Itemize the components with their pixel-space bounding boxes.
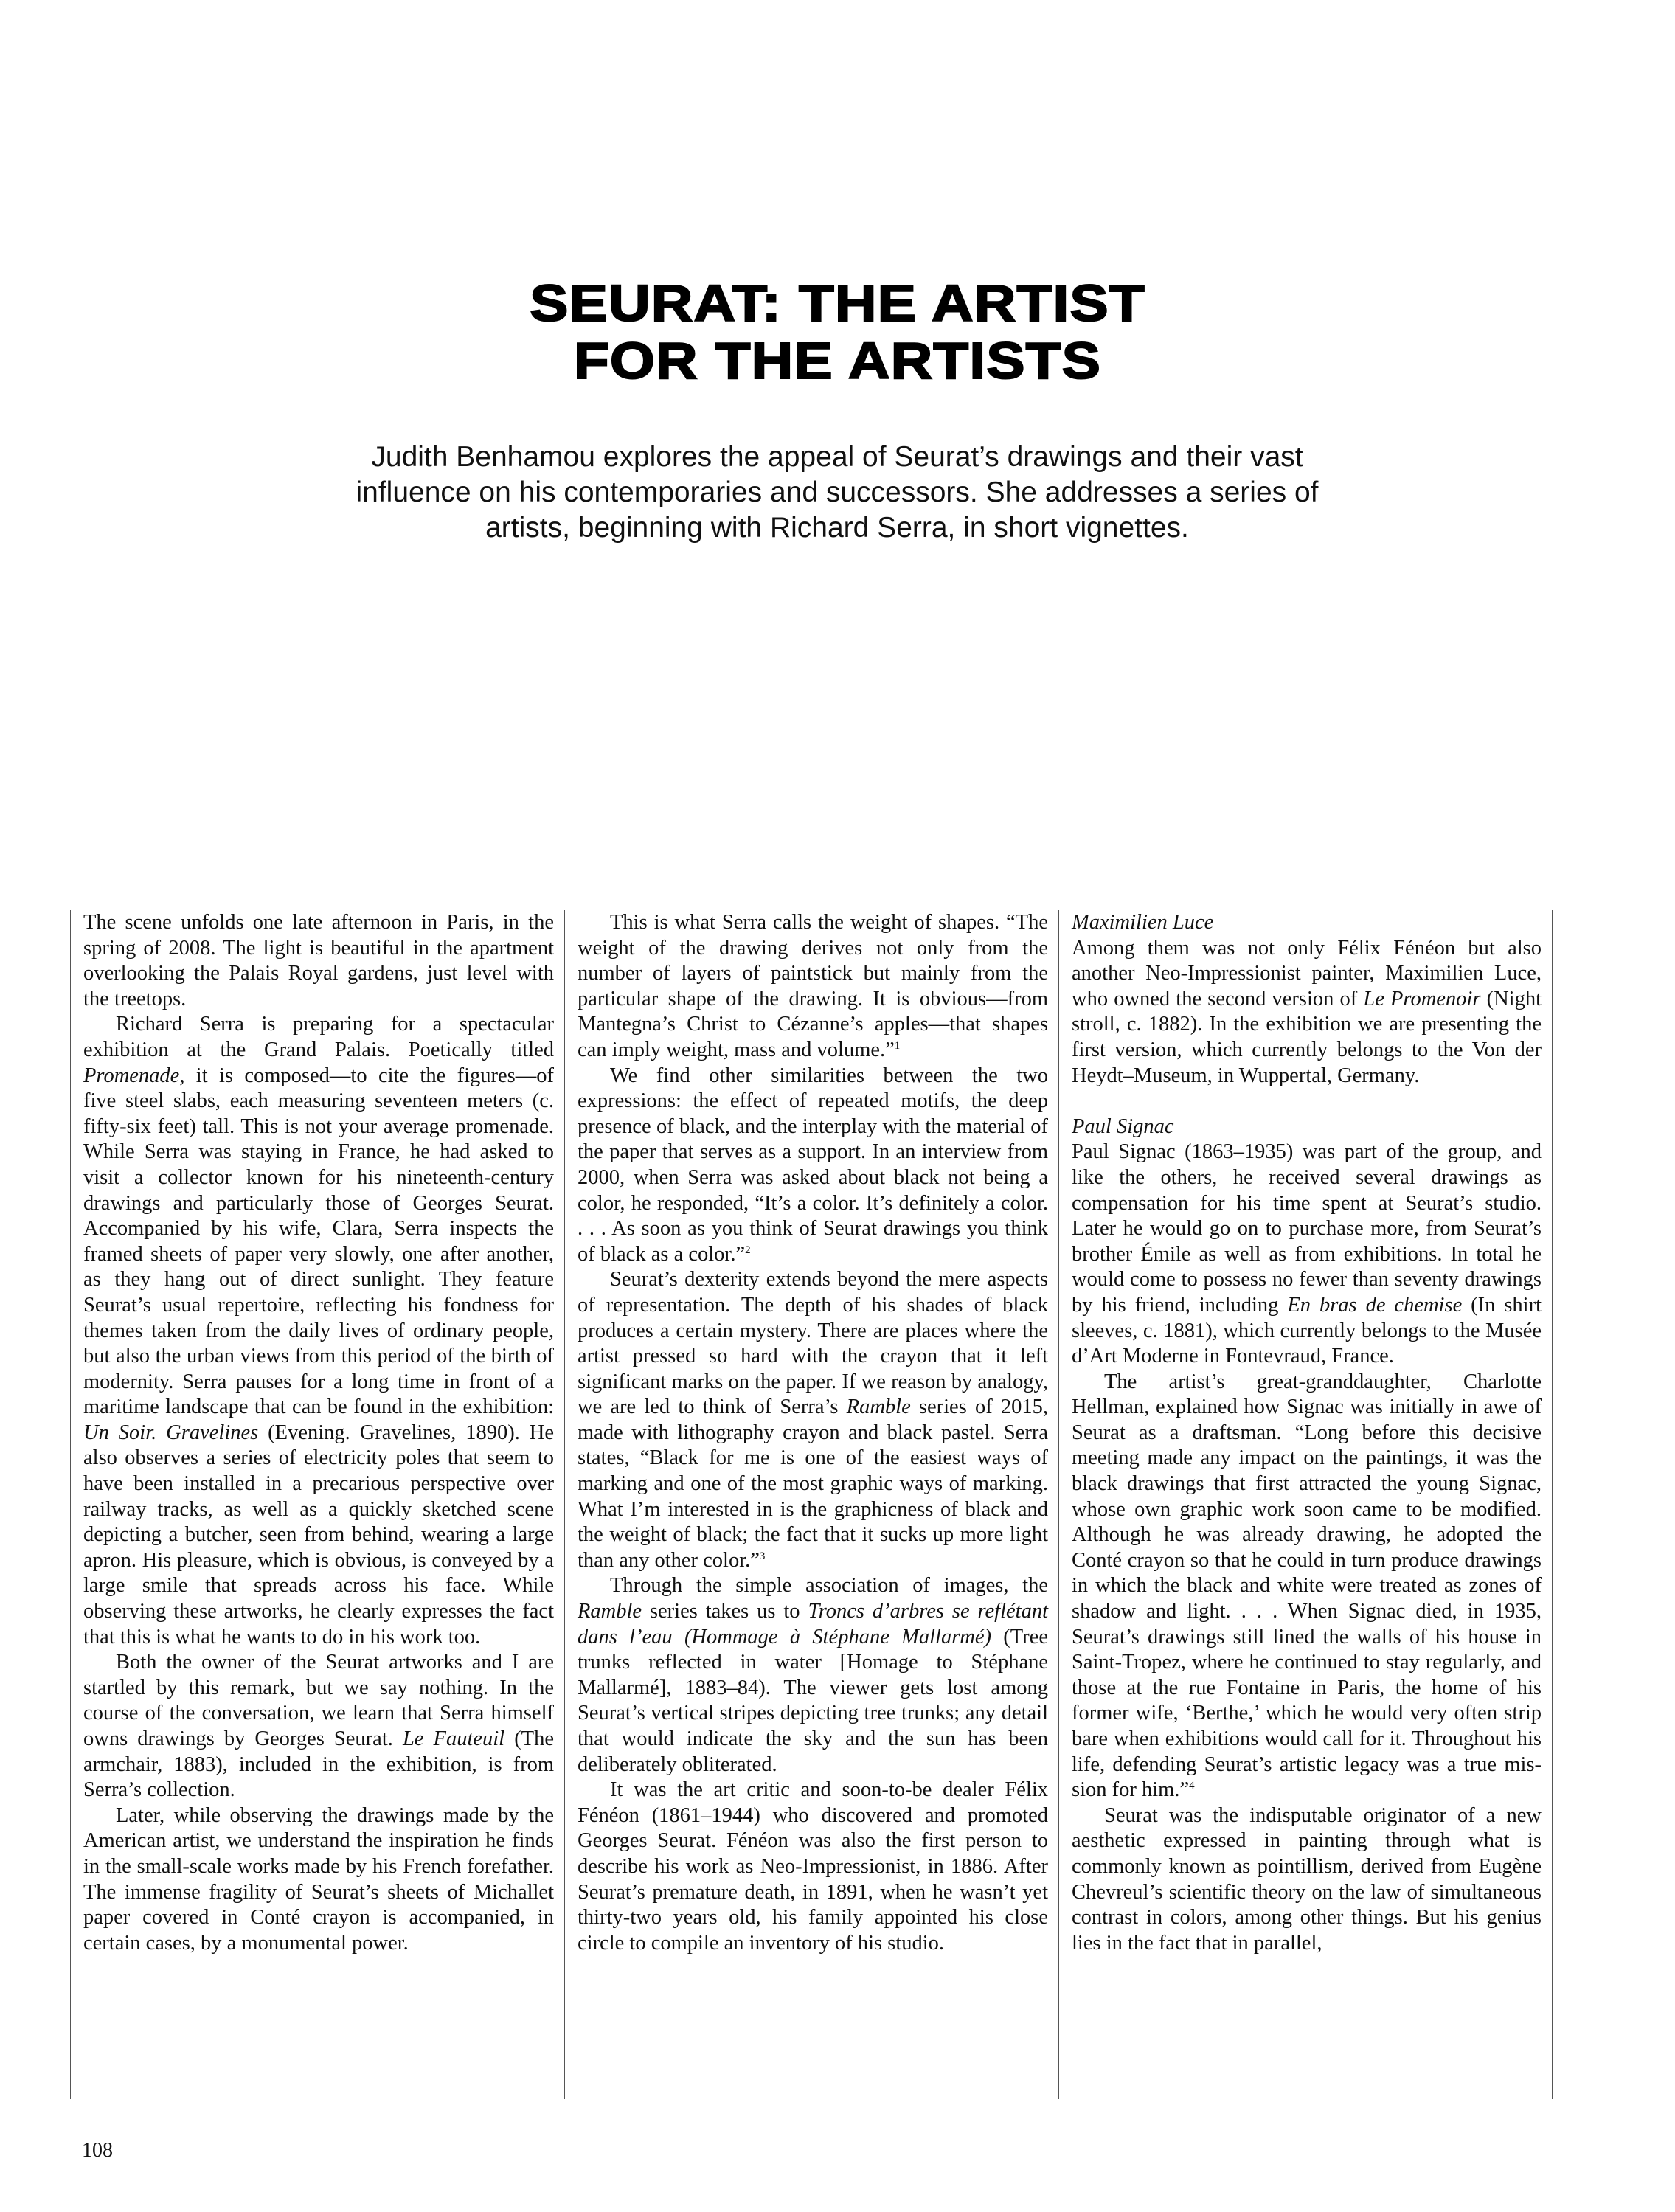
footnote-ref[interactable]: 1 (894, 1039, 901, 1052)
text-run: Among them was not only Félix Fénéon but also another Neo-Impressionist painter, Maximilien Luce, who owned the second version of (1072, 936, 1542, 1010)
paragraph: It was the art critic and soon-to-be dealer Félix Fénéon (1861–1944) who discovered and promoted Georges Seurat. Fénéon was also the first person to describe his work as Neo-Impressionist, in 1886. After Seurat’s premature death, in 1891, when he wasn’t yet thirty-two years old, his family appointed his close circle to compile an inventory of his studio. (578, 1778, 1048, 1955)
text-run: series takes us to (642, 1600, 808, 1623)
paragraph (578, 1573, 1048, 1778)
text-run: (The armchair, 1883), included in the exhibition, is from Serra’s collection. (83, 1727, 554, 1802)
article-title (0, 274, 1675, 389)
text-run: , it is composed—to cite the figures—of five steel slabs, each measuring seventeen meters (c. fifty-six feet) tall. This is not your average promenade. While Serra was staying in France, he had asked to visit a collector known for his nineteenth-century drawings and particularly those of Georges Seurat. Accompanied by his wife, Clara, Serra inspects the framed sheets of paper very slowly, one after another, as they hang out of direct sunlight. They feature Seurat’s usual repertoire, reflecting his fondness for themes taken from the daily lives of ordinary people, but also the urban views from this period of the birth of modernity. Serra pauses for a long time in front of a maritime landscape that can be found in the exhibition: (83, 1064, 554, 1419)
paragraph (578, 1064, 1048, 1268)
text-run: Seurat’s dexterity extends beyond the mere aspects of representation. The depth of his shades of black produces a certain mystery. There are places where the artist pressed so hard with the crayon that it left significant marks on the paper. If we reason by analogy, we are led to think of Serra’s (578, 1268, 1048, 1419)
section-spacer (1072, 1089, 1542, 1114)
text-run: (Night stroll, c. 1882). In the exhibition we are presenting the first version, which currently belongs to the Von der Heydt–Museum, in Wuppertal, Germany. (1072, 987, 1542, 1087)
section-heading-signac: Paul Signac (1072, 1114, 1174, 1138)
text-run: (Tree trunks reflected in water [Homage to Stéphane Mallarmé], 1883–84). The viewer gets lost among Seurat’s vertical stripes depicting tree trunks; any detail that would indicate the sky and the sun has been deliberately obliterated. (578, 1625, 1048, 1776)
paragraph: Seurat was the indisputable originator of a new aesthetic expressed in painting through what is commonly known as pointillism, derived from Eugène Chevreul’s scientific theory on the law of simultaneous contrast in colors, among other things. But his genius lies in the fact that in parallel, (1072, 1803, 1542, 1955)
text-run: The artist’s great-granddaughter, Charlotte Hellman, explained how Signac was initially in awe of Seurat as a draftsman. “Long before this decisive meeting made any impact on the paintings, it was the black drawings that first attracted the young Signac, whose own graphic work soon came to be modified. Although he was already drawing, he adopted the Conté crayon so that he could in turn produce drawings in which the black and white were treated as zones of shadow and light. . . . When Signac died, in 1935, Seurat’s drawings still lined the walls of his house in Saint-Tropez, where he continued to stay regularly, and those at the rue Fontaine in Paris, the home of his former wife, ‘Berthe,’ which he would very often strip bare when exhibitions would call for it. Throughout his life, defending Seurat’s artistic legacy was a true mission for him.” (1072, 1370, 1542, 1802)
article-deck: Judith Benhamou explores the appeal of Seurat’s drawings and their vast influence on his contemporaries and successors. She addresses a series of artists, beginning with Richard Serra, in short vignettes. (356, 441, 1319, 544)
text-run: Richard Serra is preparing for a spectacular exhibition at the Grand Palais. Poetically titled (83, 1013, 554, 1061)
paragraph (1072, 1370, 1542, 1803)
paragraph (1072, 936, 1542, 1089)
artwork-title: En bras de chemise (1287, 1293, 1463, 1317)
artwork-title: Promenade (83, 1064, 180, 1087)
text-run: series of 2015, made with lithography crayon and black pastel. Serra states, “Black for me is one of the easiest ways of marking and one of the most graphic ways of marking. What I’m interested in is the graphicness of black and the weight of black; the fact that it sucks up more light than any other color.” (578, 1395, 1048, 1572)
footnote-ref[interactable]: 3 (759, 1550, 766, 1562)
paragraph (83, 1012, 554, 1650)
artwork-title: Troncs d’arbres se reflétant dans l’eau (Hommage à Stéphane Mallarmé) (578, 1600, 1048, 1648)
paragraph (578, 1267, 1048, 1573)
section-heading-luce: Maximilien Luce (1072, 911, 1214, 934)
text-run: We find other similarities between the two expressions: the effect of repeated motifs, the deep presence of black, and the interplay with the material of the paper that serves as a support. In an interview from 2000, when Serra was asked about black not being a color, he responded, “It’s a color. It’s definitely a color. . . . As soon as you think of Seurat drawings you think of black as a color.” (578, 1064, 1048, 1266)
text-run: (In shirt sleeves, c. 1881), which currently belongs to the Musée d’Art Moderne in Fontevraud, France. (1072, 1293, 1542, 1368)
artwork-title: Un Soir. Gravelines (83, 1421, 259, 1444)
artwork-title: Le Fauteuil (402, 1727, 505, 1750)
article-title-line-1: SEURAT: THE ARTIST (530, 274, 1145, 332)
text-run: Through the simple association of images, the (610, 1574, 1048, 1598)
paragraph: The scene unfolds one late afternoon in Paris, in the spring of 2008. The light is beautiful in the apartment overlooking the Palais Royal gardens, just level with the treetops. (83, 911, 554, 1010)
text-run: Paul Signac (1863–1935) was part of the group, and like the others, he received several drawings as compensation for his time spent at Seurat’s studio. Later he would go on to purchase more, from Seurat’s brother Émile as well as from exhibitions. In total he would come to possess no fewer than seventy drawings by his friend, including (1072, 1140, 1542, 1317)
page-number: 108 (82, 2139, 113, 2162)
column-1 (70, 910, 564, 2099)
paragraph (1072, 1140, 1542, 1369)
footnote-ref[interactable]: 2 (745, 1244, 751, 1256)
paragraph: Later, while observing the drawings made by the American artist, we understand the inspiration he finds in the small-scale works made by his French forefather. The immense fragility of Seurat’s sheets of Michallet paper covered in Conté crayon is accompanied, in certain cases, by a monumental power. (83, 1803, 554, 1955)
column-3 (1058, 910, 1553, 2099)
text-run: Both the owner of the Seurat artworks and I are startled by this remark, but we say nothing. In the course of the conversation, we learn that Serra himself owns drawings by Georges Seurat. (83, 1651, 554, 1750)
artwork-title: Ramble (846, 1395, 911, 1419)
artwork-title: Le Promenoir (1363, 987, 1481, 1010)
body-columns (70, 910, 1555, 2099)
paragraph (83, 1650, 554, 1803)
artwork-title: Ramble (578, 1600, 642, 1623)
paragraph (578, 910, 1048, 1064)
column-2 (564, 910, 1058, 2099)
text-run: This is what Serra calls the weight of shapes. “The weight of the drawing derives not only from the number of layers of paintstick but mainly from the particular shape of the drawing. It is obvious—from Mantegna’s Christ to Cézanne’s apples—that shapes can imply weight, mass and volume.” (578, 911, 1048, 1061)
text-run: (Evening. Gravelines, 1890). He also observes a series of electricity poles that seem to have been installed in a precarious perspective over railway tracks, as well as a quickly sketched scene depicting a butcher, seen from behind, wearing a large apron. His pleasure, which is obvious, is conveyed by a large smile that spreads across his face. While observing these artworks, he clearly expresses the fact that this is what he wants to do in his work too. (83, 1421, 554, 1648)
article-title-line-2: FOR THE ARTISTS (573, 332, 1102, 389)
footnote-ref[interactable]: 4 (1189, 1780, 1195, 1792)
